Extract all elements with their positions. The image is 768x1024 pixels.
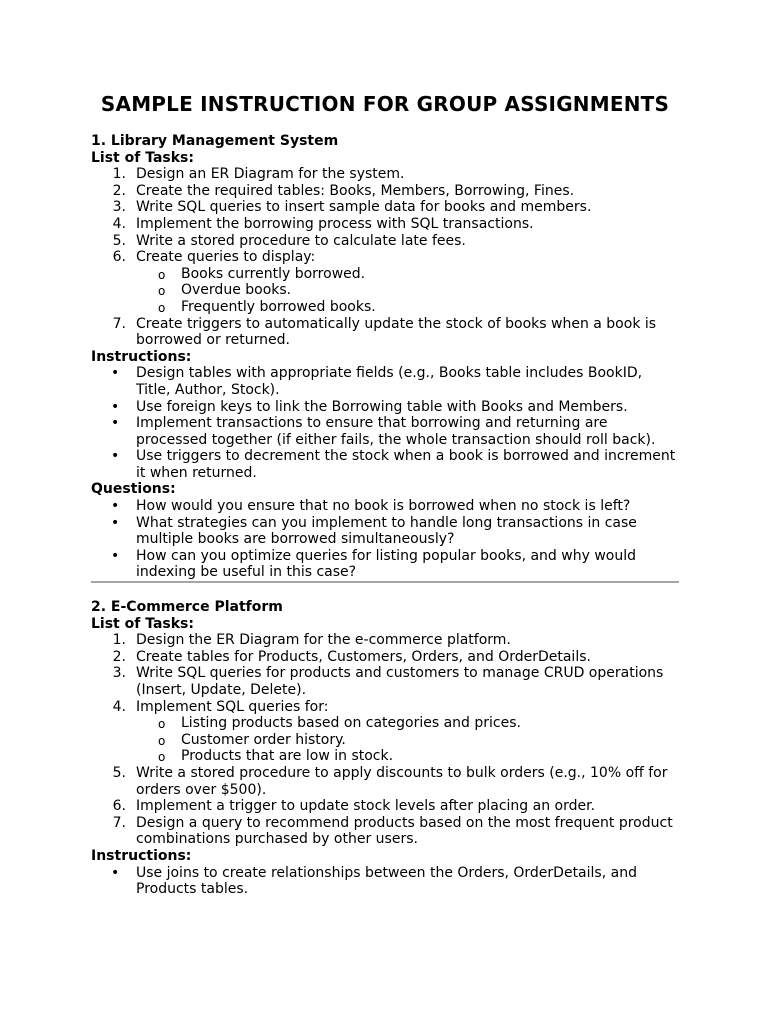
bullet-icon: • — [111, 448, 120, 465]
list-item: 1. Design an ER Diagram for the system. — [112, 166, 405, 183]
list-item: • Use joins to create relationships between the Orders, OrderDetails, and Products tables. — [111, 864, 637, 898]
questions-list — [91, 498, 679, 581]
tasks-label: List of Tasks: — [91, 149, 194, 166]
circle-bullet-icon: o — [158, 717, 166, 732]
list-item: • How would you ensure that no book is borrowed when no stock is left? — [111, 498, 631, 515]
list-item: 1. Design the ER Diagram for the e-commerce platform. — [112, 632, 511, 649]
list-item: 7. Design a query to recommend products based on the most frequent product combinations purchased by other users. — [112, 814, 673, 848]
sub-list-item: o Books currently borrowed. — [158, 265, 366, 282]
list-item: 2. Create tables for Products, Customers, Orders, and OrderDetails. — [112, 648, 591, 665]
instructions-list — [91, 865, 679, 898]
sub-list-item: o Listing products based on categories and prices. — [158, 715, 521, 732]
circle-bullet-icon: o — [158, 733, 166, 748]
bullet-icon: • — [111, 398, 120, 415]
bullet-icon: • — [111, 514, 120, 531]
list-item: • What strategies can you implement to handle long transactions in case multiple books are borrowed simultaneously? — [111, 514, 637, 548]
list-item: • Use triggers to decrement the stock when a book is borrowed and increment it when returned. — [111, 448, 676, 481]
list-item: • How can you optimize queries for listing popular books, and why would indexing be useful in this case? — [111, 547, 636, 581]
instructions-list — [91, 365, 679, 481]
sub-list-item: o Products that are low in stock. — [158, 748, 394, 765]
section-ecommerce-platform — [91, 599, 679, 898]
bullet-icon: • — [111, 365, 120, 382]
section-divider — [91, 581, 679, 583]
bullet-icon: • — [111, 415, 120, 432]
circle-bullet-icon: o — [158, 750, 166, 765]
bullet-icon: • — [111, 547, 120, 564]
document-page — [91, 92, 679, 898]
sub-list-item: o Frequently borrowed books. — [158, 298, 376, 315]
section-heading: 2. E-Commerce Platform — [91, 599, 283, 616]
task-list — [91, 166, 679, 349]
tasks-label: List of Tasks: — [91, 615, 194, 632]
circle-bullet-icon: o — [158, 284, 166, 299]
sub-list-item: o Customer order history. — [158, 731, 346, 748]
list-item: • Design tables with appropriate fields (e.g., Books table includes BookID, Title, Author, Stock). — [111, 365, 643, 398]
bullet-icon: • — [111, 498, 120, 515]
questions-label: Questions: — [91, 481, 176, 498]
list-item: • Implement transactions to ensure that borrowing and returning are processed together (if either fails, the whole transaction should roll back). — [111, 415, 656, 448]
list-item: 3. Write SQL queries for products and customers to manage CRUD operations (Insert, Update, Delete). — [112, 665, 664, 698]
task-list — [91, 632, 679, 848]
section-heading: 1. Library Management System — [91, 133, 339, 149]
sub-list-item: o Overdue books. — [158, 282, 292, 299]
document-title: SAMPLE INSTRUCTION FOR GROUP ASSIGNMENTS — [100, 92, 670, 116]
list-item: 5. Write a stored procedure to apply discounts to bulk orders (e.g., 10% off for orders over $500). — [112, 764, 668, 798]
list-item: 4. Implement SQL queries for: — [112, 698, 329, 715]
list-item: 4. Implement the borrowing process with SQL transactions. — [112, 215, 534, 232]
list-item: 5. Write a stored procedure to calculate late fees. — [112, 232, 466, 249]
list-item: 2. Create the required tables: Books, Members, Borrowing, Fines. — [112, 182, 575, 199]
instructions-label: Instructions: — [91, 847, 192, 864]
circle-bullet-icon: o — [158, 300, 166, 315]
list-item: 3. Write SQL queries to insert sample data for books and members. — [112, 199, 592, 216]
section-library-management — [91, 133, 679, 581]
list-item: 7. Create triggers to automatically update the stock of books when a book is borrowed or returned. — [112, 315, 657, 349]
list-item: 6. Create queries to display: — [112, 249, 316, 266]
list-item: 6. Implement a trigger to update stock levels after placing an order. — [112, 798, 596, 815]
instructions-label: Instructions: — [91, 348, 192, 365]
bullet-icon: • — [111, 864, 120, 881]
circle-bullet-icon: o — [158, 267, 166, 282]
list-item: • Use foreign keys to link the Borrowing table with Books and Members. — [111, 398, 628, 415]
